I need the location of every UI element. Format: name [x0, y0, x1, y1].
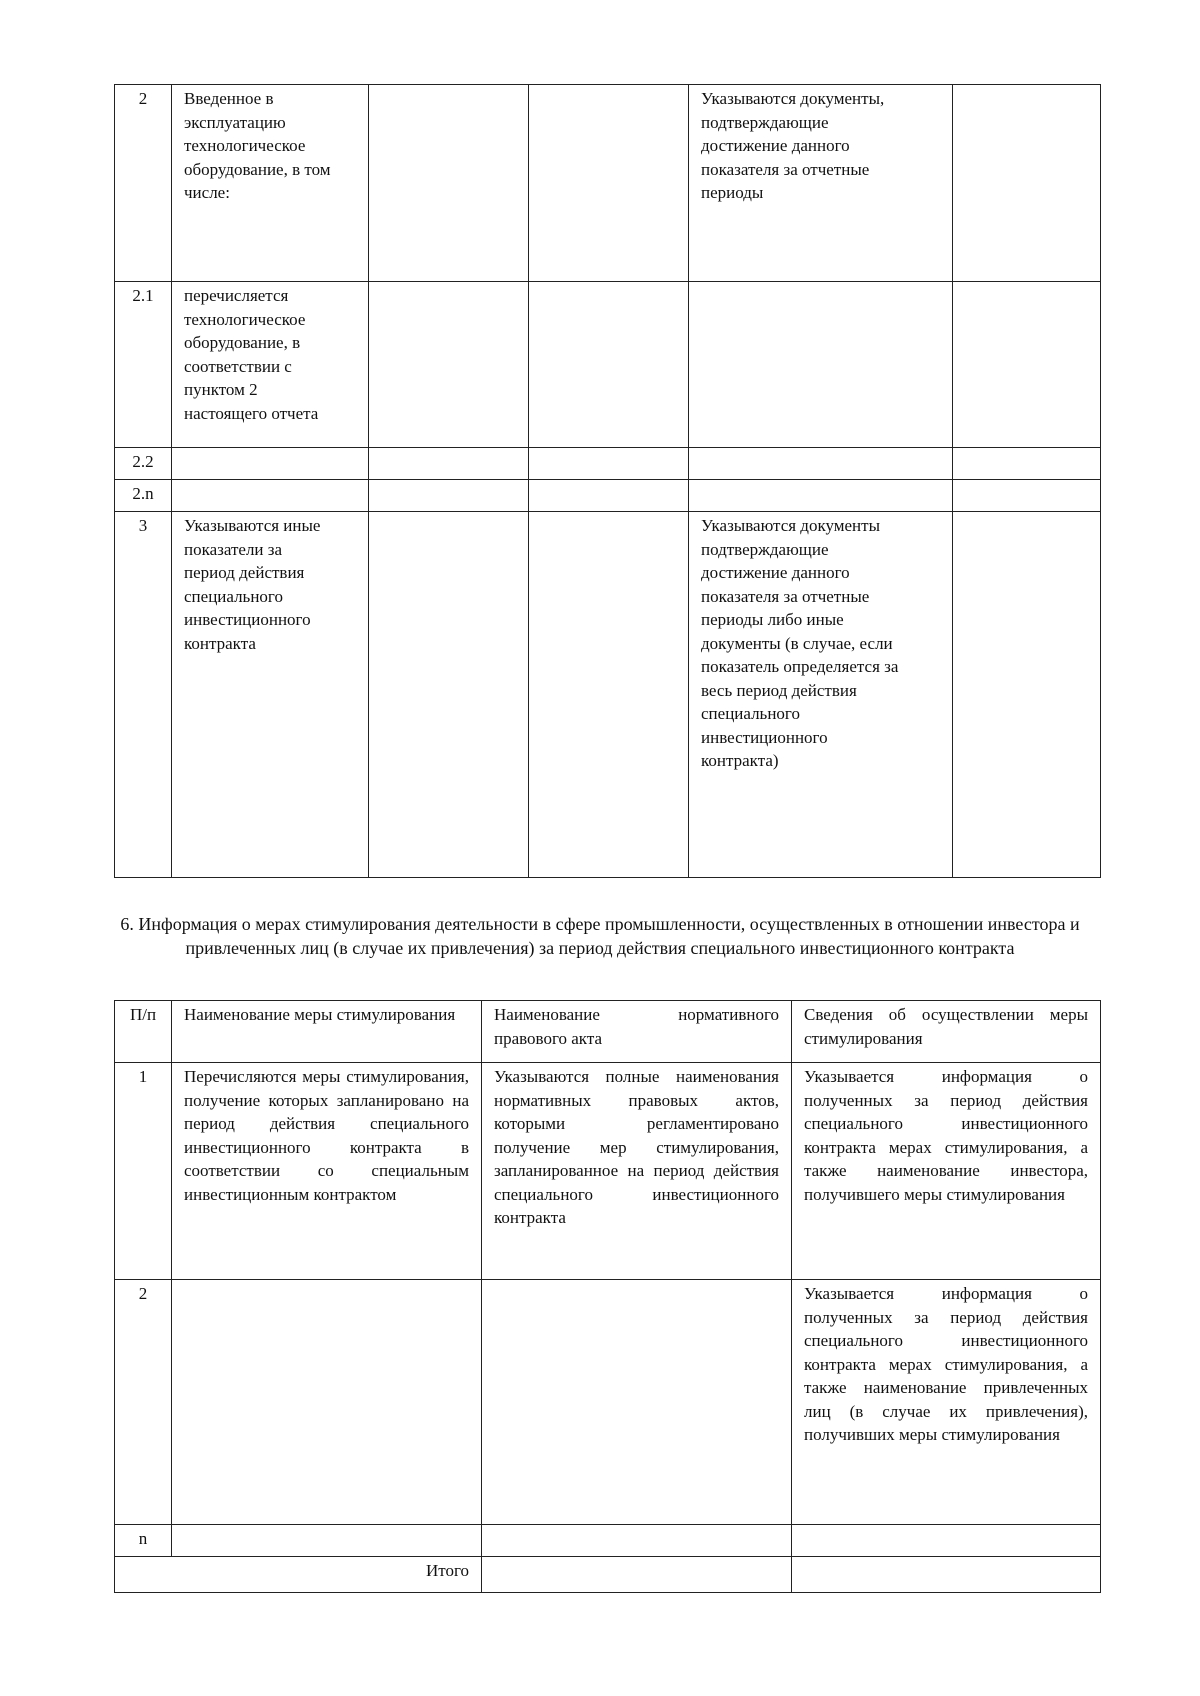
row-number: 3: [115, 512, 172, 878]
indicators-table: [114, 84, 1101, 878]
row-number: n: [115, 1525, 172, 1557]
confirming-documents: Указываются документы подтверждающие достижение данного показателя за отчетные периоды либо иные документы (в случае, если показатель определяется за весь период действия специального инвестиционного контракта): [689, 512, 953, 878]
table-cell: [529, 282, 689, 448]
legal-act-name: [482, 1525, 792, 1557]
header-act: Наименование нормативного правового акта: [482, 1001, 792, 1063]
table-cell: [953, 480, 1101, 512]
measure-name: Перечисляются меры стимулирования, получение которых запланировано на период действия специального инвестиционного контракта в соответствии со специальным инвестиционным контрактом: [172, 1063, 482, 1280]
table-cell: [953, 448, 1101, 480]
table-row: [115, 480, 1101, 512]
header-measure: Наименование меры стимулирования: [172, 1001, 482, 1063]
table-cell: [529, 512, 689, 878]
total-act: [482, 1557, 792, 1593]
total-label: Итого: [115, 1557, 482, 1593]
confirming-documents: [689, 480, 953, 512]
measure-info: Указывается информация о полученных за период действия специального инвестиционного контракта мерах стимулирования, а также наименование инвестора, получившего меры стимулирования: [792, 1063, 1101, 1280]
table-row: [115, 448, 1101, 480]
table-row: [115, 85, 1101, 282]
header-info: Сведения об осуществлении меры стимулирования: [792, 1001, 1101, 1063]
table-row: [115, 282, 1101, 448]
row-number: 1: [115, 1063, 172, 1280]
section-title: 6. Информация о мерах стимулирования деятельности в сфере промышленности, осуществленных в отношении инвестора и привлеченных лиц (в случае их привлечения) за период действия специального инвестиционного контракта: [120, 914, 1080, 958]
legal-act-name: Указываются полные наименования нормативных правовых актов, которыми регламентировано получение мер стимулирования, запланированное на период действия специального инвестиционного контракта: [482, 1063, 792, 1280]
measure-info: Указывается информация о полученных за период действия специального инвестиционного контракта мерах стимулирования, а также наименование привлеченных лиц (в случае их привлечения), получивших меры стимулирования: [792, 1280, 1101, 1525]
table-cell: [369, 85, 529, 282]
total-info: [792, 1557, 1101, 1593]
table-cell: [529, 85, 689, 282]
indicator-name: перечисляется технологическое оборудование, в соответствии с пунктом 2 настоящего отчета: [172, 282, 369, 448]
legal-act-name: [482, 1280, 792, 1525]
indicator-name: Указываются иные показатели за период действия специального инвестиционного контракта: [172, 512, 369, 878]
row-number: 2: [115, 85, 172, 282]
table-row: [115, 1525, 1101, 1557]
table-cell: [369, 448, 529, 480]
table-cell: [953, 85, 1101, 282]
table-cell: [369, 282, 529, 448]
header-number: П/п: [115, 1001, 172, 1063]
stimulus-measures-table: [114, 1000, 1101, 1593]
table-row: [115, 512, 1101, 878]
table-header-row: [115, 1001, 1101, 1063]
table-cell: [369, 480, 529, 512]
table-cell: [529, 480, 689, 512]
table-cell: [529, 448, 689, 480]
table-row: [115, 1063, 1101, 1280]
indicator-name: [172, 448, 369, 480]
row-number: 2.1: [115, 282, 172, 448]
table-cell: [953, 282, 1101, 448]
measure-name: [172, 1525, 482, 1557]
indicator-name: Введенное в эксплуатацию технологическое оборудование, в том числе:: [172, 85, 369, 282]
confirming-documents: Указываются документы, подтверждающие достижение данного показателя за отчетные периоды: [689, 85, 953, 282]
indicator-name: [172, 480, 369, 512]
confirming-documents: [689, 282, 953, 448]
table-cell: [369, 512, 529, 878]
total-row: [115, 1557, 1101, 1593]
measure-name: [172, 1280, 482, 1525]
table-cell: [953, 512, 1101, 878]
row-number: 2.2: [115, 448, 172, 480]
measure-info: [792, 1525, 1101, 1557]
row-number: 2: [115, 1280, 172, 1525]
confirming-documents: [689, 448, 953, 480]
row-number: 2.n: [115, 480, 172, 512]
table-row: [115, 1280, 1101, 1525]
